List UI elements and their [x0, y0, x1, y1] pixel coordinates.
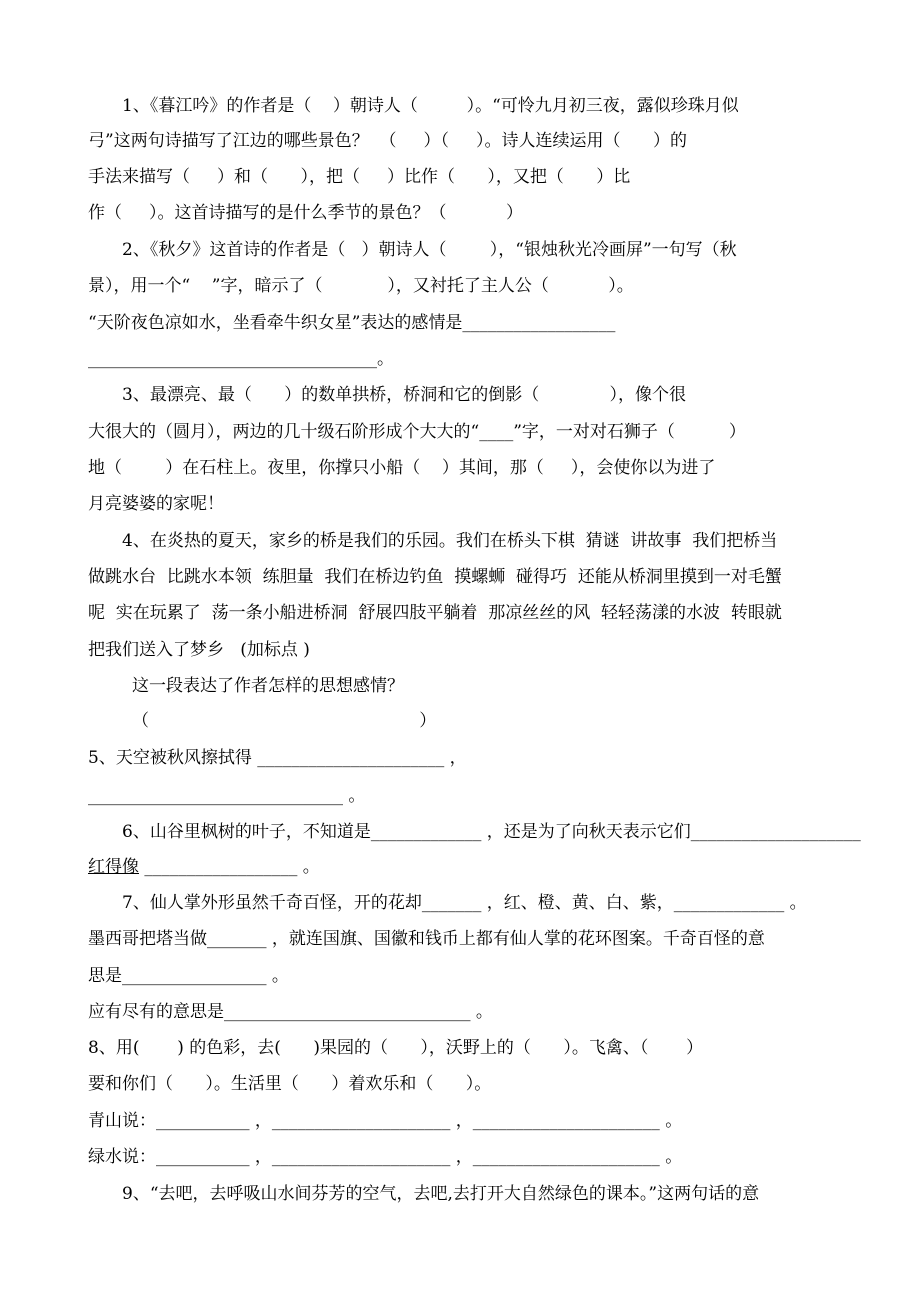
q4-line-2: 做跳水台 比跳水本领 练胆量 我们在桥边钓鱼 摸螺蛳 碰得巧 还能从桥洞里摸到一对毛蟹 — [88, 567, 782, 587]
q9-line-1: 9、“去吧，去呼吸山水间芬芳的空气，去吧,去打开大自然绿色的课本。”这两句话的意 — [122, 1184, 760, 1204]
q7-line-1: 7、仙人掌外形虽然千奇百怪，开的花却_______ ，红、橙、黄、白、紫，_____________ 。 — [122, 893, 807, 913]
q8-line-2: 要和你们（ ）。生活里（ ）着欢乐和（ ）。 — [88, 1074, 492, 1094]
q3-line-2: 大很大的（圆月），两边的几十级石阶形成个大大的“____”字，一对对石狮子（ ） — [88, 422, 746, 442]
q2-line-1: 2、《秋夕》这首诗的作者是（ ）朝诗人（ ），“银烛秋光冷画屏”一句写（秋 — [122, 240, 737, 260]
q1-line-1: 1、《暮江吟》的作者是（ ）朝诗人（ ）。“可怜九月初三夜，露似珍珠月似 — [122, 96, 739, 116]
q5-line-2: ______________________________ 。 — [88, 786, 366, 806]
q6-line-1: 6、山谷里枫树的叶子，不知道是_____________ ，还是为了向秋天表示它们____________________ — [122, 822, 861, 842]
q7-line-2: 墨西哥把塔当做_______ ，就连国旗、国徽和钱币上都有仙人掌的花环图案。千奇百怪的意 — [88, 929, 765, 949]
q2-line-3: “天阶夜色凉如水，坐看牵牛织女星”表达的感情是__________________ — [88, 313, 616, 333]
q4-line-4: 把我们送入了梦乡 (加标点 ) — [88, 640, 310, 660]
q8-line-1: 8、用( ) 的色彩，去( )果园的（ ），沃野上的（ ）。飞禽、（ ） — [88, 1038, 704, 1058]
q1-line-4: 作（ ）。这首诗描写的是什么季节的景色？（ ） — [88, 203, 523, 223]
q3-line-1: 3、最漂亮、最（ ）的数单拱桥，桥洞和它的倒影（ ），像个很 — [122, 385, 686, 405]
q2-line-2: 景），用一个“ ”字，暗示了（ ），又衬托了主人公（ ）。 — [88, 276, 634, 296]
q4-line-1: 4、在炎热的夏天，家乡的桥是我们的乐园。我们在桥头下棋 猜谜 讲故事 我们把桥当 — [122, 531, 778, 551]
q4-answer-blank: （ ） — [132, 711, 437, 731]
q3-line-4: 月亮婆婆的家呢！ — [88, 494, 224, 514]
q1-line-3: 手法来描写（ ）和（ ），把（ ）比作（ ），又把（ ）比 — [88, 167, 631, 187]
q4-question: 这一段表达了作者怎样的思想感情？ — [132, 676, 404, 696]
q6-underlined-text: 红得像 — [88, 857, 139, 877]
q7-line-3: 思是_________________ 。 — [88, 966, 289, 986]
q3-line-3: 地（ ）在石柱上。夜里，你撑只小船（ ）其间，那（ ），会使你以为进了 — [88, 458, 716, 478]
q4-line-3: 呢 实在玩累了 荡一条小船进桥洞 舒展四肢平躺着 那凉丝丝的风 轻轻荡漾的水波 转眼就 — [88, 603, 782, 623]
q8-lvshui: 绿水说：___________ ，_____________________ ，______________________ 。 — [88, 1147, 683, 1167]
q5-line-1: 5、天空被秋风擦拭得 ______________________ ， — [88, 748, 467, 768]
q8-qingshan: 青山说：___________ ，_____________________ ，______________________ 。 — [88, 1111, 683, 1131]
q2-line-4: __________________________________。 — [88, 349, 394, 369]
q1-line-2: 弓”这两句诗描写了江边的哪些景色？ （ ）（ ）。诗人连续运用（ ）的 — [88, 131, 687, 151]
q7-line-4: 应有尽有的意思是_____________________________ 。 — [88, 1002, 493, 1022]
q6-blank: __________________ 。 — [139, 857, 320, 877]
q6-line-2 — [88, 857, 320, 877]
